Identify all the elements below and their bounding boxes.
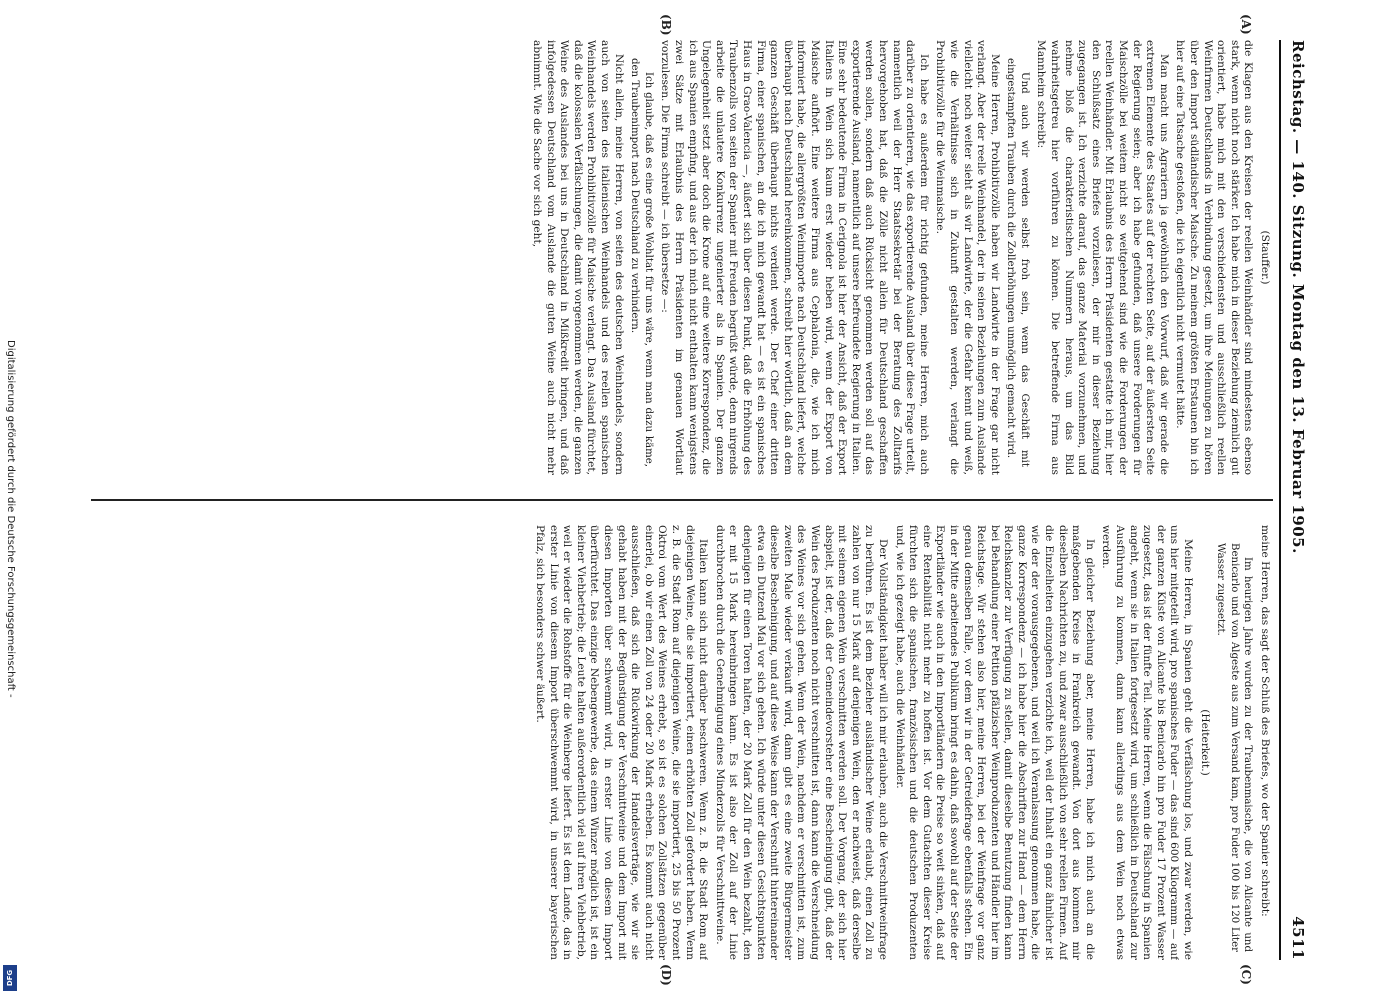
marker-c: (C) [1239, 964, 1253, 985]
dfg-logo-text: DFG [6, 969, 14, 987]
left-column [91, 40, 1271, 475]
right-paragraph: Meine Herren, in Spanien geht die Verfälschung los, und zwar werden, wie uns hier mitgeteilt wird, pro spanisches Fuder — das sind 600 Kilogramm — auf der ganzen Küste von Alicante bis Benicarlo hin pro Fuder 17 Prozent Wasser zugesetzt, das ist der fünfte Teil. Meine Herren, wenn die Fälschung in Spanien angeht, wenn sie in Italien fortgesetzt wird, um schließlich in Deutschland zur Ausführung zu kommen, dann kann allerdings aus dem Wein noch etwas werden. [1100, 525, 1195, 960]
credit-text: Digitalisierung gefördert durch die Deutsche Forschungsgemeinschaft - [5, 340, 16, 698]
left-paragraph: Meine Herren, Prohibitivzölle haben wir Landwirte in der Frage gar nicht verlangt. Aber der reelle Weinhandel, der in seinen Beziehungen zum Auslande vielleicht noch weiter sieht als wir Landwirte, der die Gefahr kennt und weiß, wie die Verhältnisse sich in Zukunft gestalten werden, verlangt die Prohibitivzölle für die Weinmaische. [934, 40, 1001, 475]
left-paragraph: Nicht allein, meine Herren, von seiten des deutschen Weinhandels, sondern auch von seiten des italienischen Weinhandels und des reellen spanischen Weinhandels werden Prohibitivzölle für Maische verlangt. Das Ausland fürchtet, daß die kolossalen Verfälschungen, die damit vorgenommen werden, die ganzen Weine des Auslandes bei uns in Deutschland in Mißkredit bringen, und daß infolgedessen Deutschland vom Auslande die guten Weine auch nicht mehr abnimmt. Wie die Sache vor sich geht, [531, 40, 625, 475]
left-quote: Und auch wir werden selbst froh sein, wenn das Geschäft mit eingestampften Trauben durch die Zollerhöhungen unmöglich gemacht wird. [1005, 58, 1030, 467]
left-paragraph: die Klagen aus den Kreisen der reellen Weinhändler sind mindestens ebenso stark, wenn nicht noch stärker. Ich habe mich in dieser Beziehung ziemlich gut orientiert, habe mich mit den verschiedensten und ausschließlich reellen Weinfirmen Deutschlands in Verbindung gesetzt, um ihre Meinungen zu hören über den Import südländischer Maische. Zu meinem größten Erstaunen bin ich hier auf eine Tatsache gestoßen, die ich eigentlich nicht vermutet hätte. [1174, 40, 1255, 475]
right-paragraph: Der Vollständigkeit halber will ich mir erlauben, auch die Verschnittweinfrage zu berühren. Es ist dem Bezieher ausländischer Weine erlaubt, einen Zoll zu zahlen von nur 15 Mark auf denjenigen Wein, den er nachweist, daß derselbe mit seinem eigenen Wein verschnitten werden soll. Der Vorgang, der sich hier abspielt, ist der, daß der Gemeindevorsteher eine Bescheinigung gibt, daß der Wein des Produzenten noch nicht verschnitten ist, dann kann die Verschneidung des Weines vor sich gehen. Wenn der Wein, nachdem er verschnitten ist, zum zweiten Male wieder verkauft wird, dann gibt es eine zweite Bürgermeister dieselbe Bescheinigung, und auf diese Weise kann der Verschnitt hintereinander etwa ein Dutzend Mal vor sich gehen. Ich würde unter diesen Gesichtspunkten denjenigen für einen Toren halten, der 20 Mark Zoll für den Wein bezahlt, den er mit 15 Mark hereinbringen kann. Es ist also der Zoll auf der Linie durchbrochen durch die Genehmigung eines Minderzolls für Verschnittweine. [713, 525, 889, 960]
interjection: (Heiterkeit.) [1198, 709, 1211, 776]
column-separator [91, 499, 1273, 501]
header-rule [1279, 40, 1281, 960]
page-header [1279, 40, 1313, 960]
right-column [91, 525, 1271, 960]
left-paragraph: Ich habe es außerdem für richtig gefunden, meine Herren, mich auch darüber zu orientieren, wie das exportierende Ausland über diese Frage urteilt, namentlich weil der Herr Staatssekretär bei der Beratung des Zolltarifs hervorgehoben hat, daß die Zölle nicht allein für Deutschland geschaffen werden sollen, sondern daß auch Rücksicht genommen werden soll auf das exportierende Ausland, namentlich auf unsere befreundete Regierung in Italien. Eine sehr bedeutende Firma in Cerignola ist hier der Ansicht, daß der Export Italiens in Wein sich kaum erst wieder heben wird, wenn der Export von Maische aufhört. Eine weitere Firma aus Cephalonia, die, wie ich mich informiert habe, die allergrößten Weinimporte nach Deutschland liefert, welche überhaupt nach Deutschland hereinkommen, schreibt hier wörtlich, daß an dem ganzen Geschäft überhaupt nichts verdient werde. Der Chef einer dritten Firma, einer spanischen, an die ich mich gewandt hat — es ist ein spanisches Haus in Grao-Valencia —, äußert sich über diesen Punkt, daß die Erhöhung des Traubenzolls von seiten der Spanier mit Freuden begrüßt würde, denn nirgends arbeite die unlautere Konkurrenz ungenierter als in Spanien. Der ganzen Ungelegenheit setzt aber doch die Krone auf eine weitere Korrespondenz, die ich aus Spanien empfing, und aus der ich mich nicht enthalten kann wenigstens zwei Sätze mit Erlaubnis des Herrn Präsidenten im genauen Wortlaut vorzulesen. Die Firma schreibt — ich übersetze —: [659, 40, 930, 475]
left-quote: Ich glaube, daß es eine große Wohltat für uns wäre, wenn man dazu käme, den Traubenimport nach Deutschland zu verhindern. [629, 58, 654, 467]
right-quote: Im heurigen Jahre wurden zu der Traubenmaische, die von Alicante und Benicarlo und von Algeste aus zum Versand kam, pro Fuder 100 bis 120 Liter Wasser zugesetzt. [1215, 543, 1254, 952]
right-paragraph: In gleicher Beziehung aber, meine Herren, habe ich mich auch an die maßgebenden Kreise in Frankreich gewandt. Von dort aus kommen mir dieselben Nachrichten zu, und zwar ausschließlich von sehr reellen Firmen. Auf die Einzelheiten einzugehen verzichte ich, weil der Inhalt ein ganz ähnlicher ist wie der der vorausgegebenen, und weil ich Veranlassung genommen habe, die ganze Korrespondenz — ich habe hier die Abschriften zur Hand — dem Herrn Reichskanzler zur Verfügung zu stellen, damit dieselbe Benutzung finden kann bei Behandlung einer Petition pfälzischer Weinproduzenten und Händler hier im Reichstage. Wir stehen also hier, meine Herren, bei der Weinfrage vor ganz genau demselben Falle, vor dem wir in der Getreidefrage ebenfalls stehen. Ein in der Mitte arbeitendes Publikum bringt es dahin, daß sowohl auf der Seite der Exportländer wie auch in den Importländern die Preise so weit sinken, daß auf eine Rentabilität nicht mehr zu hoffen ist. Vor dem Gutachten dieser Kreise fürchten sich die spanischen, französischen und die deutschen Produzenten und, wie ich gezeigt habe, auch die Weinhändler. [893, 525, 1096, 960]
marker-a: (A) [1239, 14, 1253, 35]
marker-d: (D) [659, 964, 673, 986]
newspaper-page [83, 14, 1313, 986]
header-title: Reichstag. — 140. Sitzung. Montag den 13. Februar 1905. [1289, 40, 1307, 554]
page-number: 4511 [1289, 916, 1307, 960]
marker-b: (B) [659, 14, 673, 36]
right-paragraph: meine Herren, das sagt der Schluß des Briefes, wo der Spanier schreibt: [1259, 525, 1271, 917]
speaker-name: (Stauffer.) [1259, 230, 1271, 285]
left-paragraph: Man macht uns Agrariern ja gewöhnlich den Vorwurf, daß wir gerade die extremen Elemente des Staates auf der rechten Seite, auf der äußersten Seite der Regierung seien; aber ich habe gefunden, daß unsere Forderungen für Maischzölle bei weitem nicht so weitgehend sind wie die Forderungen der reellen Weinhändler. Mit Erlaubnis des Herrn Präsidenten gestatte ich mir, hier den Schlußsatz eines Briefes vorzulesen, der mir in dieser Beziehung zugegangen ist. Ich verzichte darauf, das ganze Material vorzunehmen, und nehme bloß die charakteristischen Nummern heraus, um das Bild wahrheitsgetreu hier vorführen zu können. Die betreffende Firma aus Mannheim schreibt: [1035, 40, 1170, 475]
right-paragraph: Italien kann sich nicht darüber beschweren. Wenn z. B. die Stadt Rom auf diejenigen Weine, die sie importiert, einen erhöhten Zoll gefordert haben. Wenn z. B. die Stadt Rom auf diejenigen Weine, die sie importiert, 25 bis 50 Prozent Oktroi vom Wert des Weines erhebt, so ist es solchen Zollsätzen gegenüber einerlei, ob wir einen Zoll von 24 oder 20 Mark erheben. Es kommt auch nicht ausschließen, daß sich die Rückwirkung der Handelsverträge, wie wir sie gehabt haben mit der Begünstigung der Verschnittweine und dem Import mit diesen Importen über schwemmt wird, in erster Linie von diesem Import überfürchtet. Das einzige Nebengewerbe, das einem Winzer möglich ist, ist ein kleiner Viehbetrieb; die Leute halten außerordentlich viel auf ihren Viehbetrieb, weil er wieder die Rohstoffe für die Weinberge liefert. Es ist dem Lande, das in erster Linie von diesem Import überschwemmt wird, in unserer bayerischen Pfalz, sich besonders schwer äußert. [534, 525, 710, 960]
